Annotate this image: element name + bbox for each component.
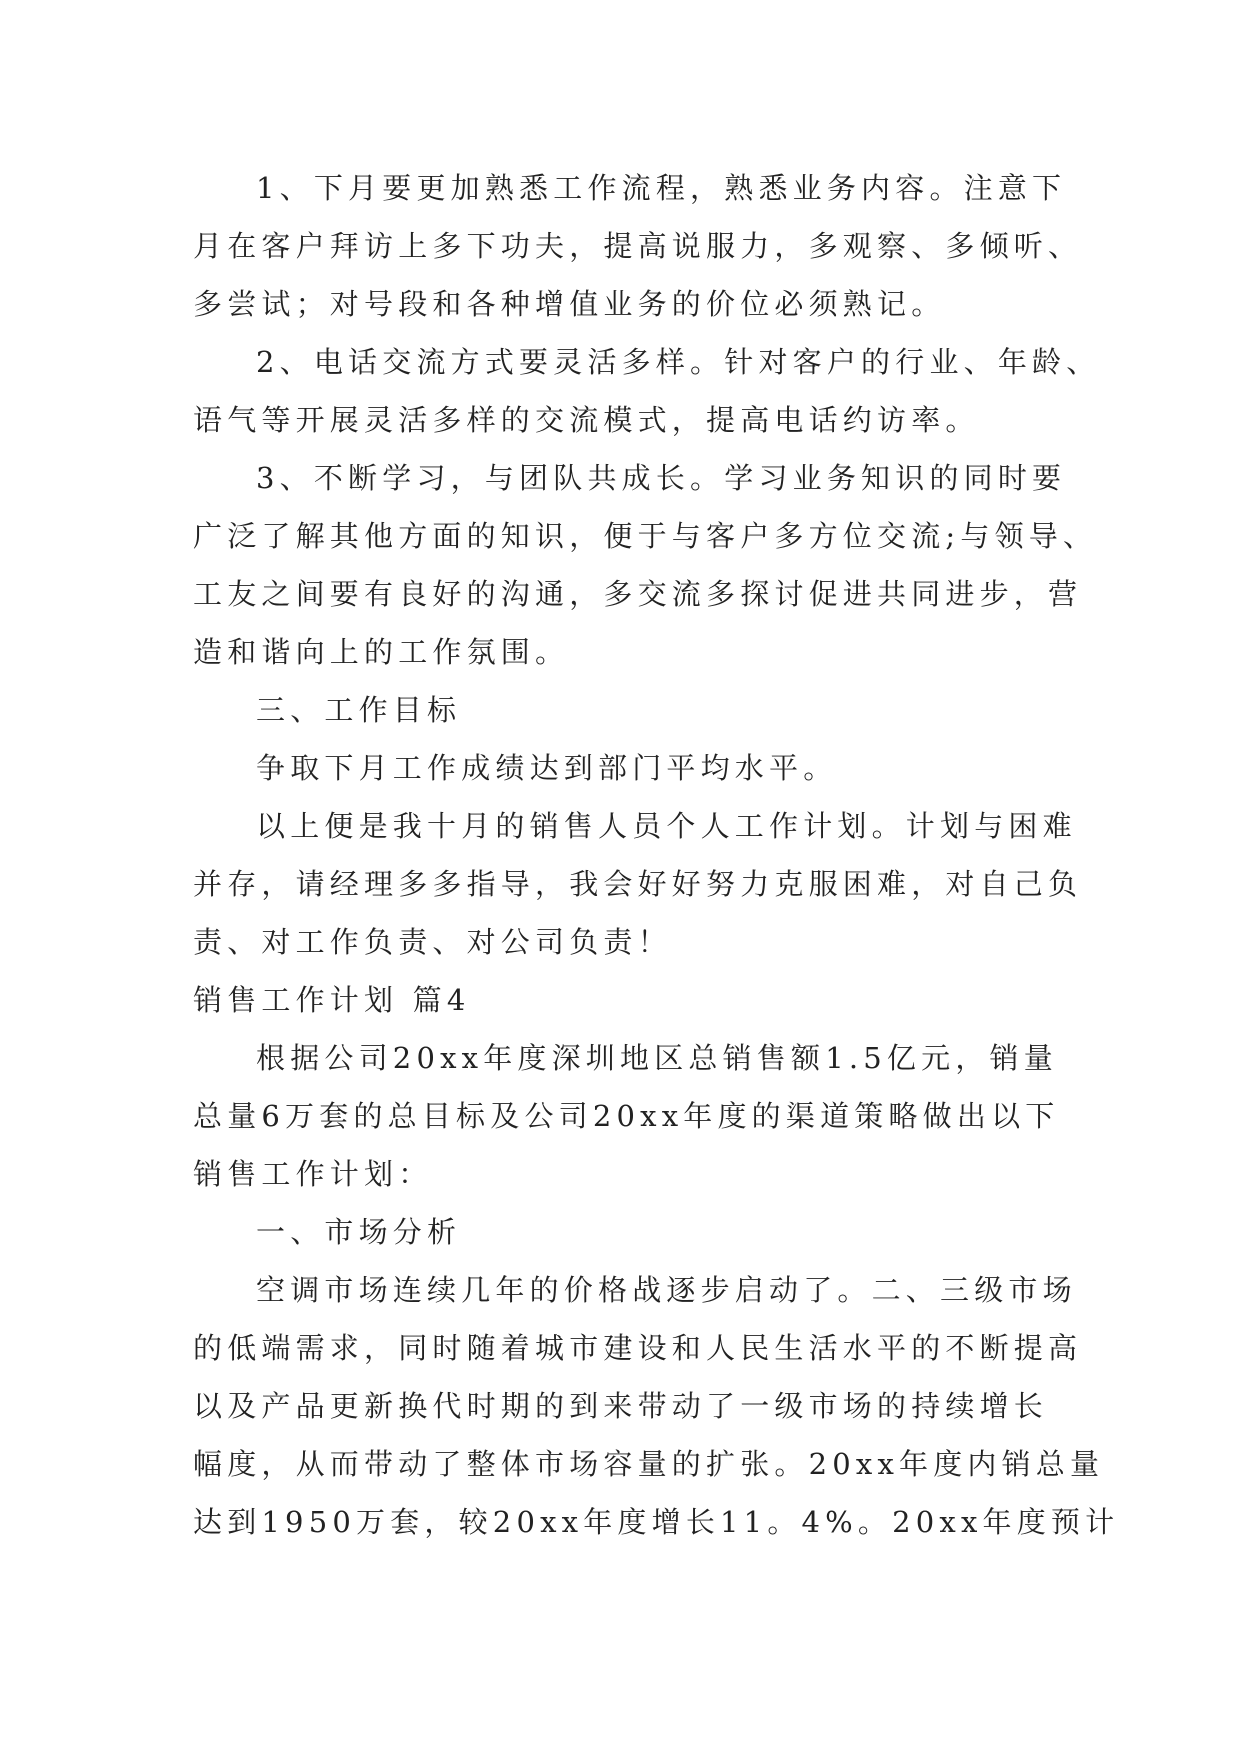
section-heading: 三、工作目标: [256, 693, 462, 727]
paragraph-line: 以上便是我十月的销售人员个人工作计划。计划与困难: [256, 809, 1077, 843]
paragraph-line: 幅度，从而带动了整体市场容量的扩张。20xx年度内销总量: [193, 1447, 1105, 1481]
paragraph-line: 销售工作计划：: [193, 1157, 433, 1191]
paragraph-line: 语气等开展灵活多样的交流模式，提高电话约访率。: [193, 403, 980, 437]
paragraph-line: 以及产品更新换代时期的到来带动了一级市场的持续增长: [193, 1389, 1049, 1423]
paragraph-line: 造和谐向上的工作氛围。: [193, 635, 570, 669]
paragraph-line: 达到1950万套，较20xx年度增长11。4%。20xx年度预计: [193, 1505, 1120, 1539]
paragraph-line: 工友之间要有良好的沟通，多交流多探讨促进共同进步，营: [193, 577, 1083, 611]
paragraph-line: 的低端需求，同时随着城市建设和人民生活水平的不断提高: [193, 1331, 1083, 1365]
paragraph-line: 广泛了解其他方面的知识，便于与客户多方位交流;与领导、: [193, 519, 1098, 553]
paragraph-line: 多尝试；对号段和各种增值业务的价位必须熟记。: [193, 287, 946, 321]
paragraph-line: 3、不断学习，与团队共成长。学习业务知识的同时要: [256, 461, 1067, 495]
section-heading: 一、市场分析: [256, 1215, 462, 1249]
paragraph-line: 2、电话交流方式要灵活多样。针对客户的行业、年龄、: [256, 345, 1101, 379]
paragraph-line: 总量6万套的总目标及公司20xx年度的渠道策略做出以下: [193, 1099, 1060, 1133]
article-title: 销售工作计划 篇4: [193, 983, 471, 1017]
paragraph-line: 并存，请经理多多指导，我会好好努力克服困难，对自己负: [193, 867, 1083, 901]
paragraph-line: 1、下月要更加熟悉工作流程，熟悉业务内容。注意下: [256, 171, 1067, 205]
paragraph-line: 空调市场连续几年的价格战逐步启动了。二、三级市场: [256, 1273, 1077, 1307]
paragraph-line: 根据公司20xx年度深圳地区总销售额1.5亿元，销量: [256, 1041, 1058, 1075]
paragraph-line: 责、对工作负责、对公司负责！: [193, 925, 672, 959]
paragraph-line: 月在客户拜访上多下功夫，提高说服力，多观察、多倾听、: [193, 229, 1083, 263]
paragraph-line: 争取下月工作成绩达到部门平均水平。: [256, 751, 838, 785]
